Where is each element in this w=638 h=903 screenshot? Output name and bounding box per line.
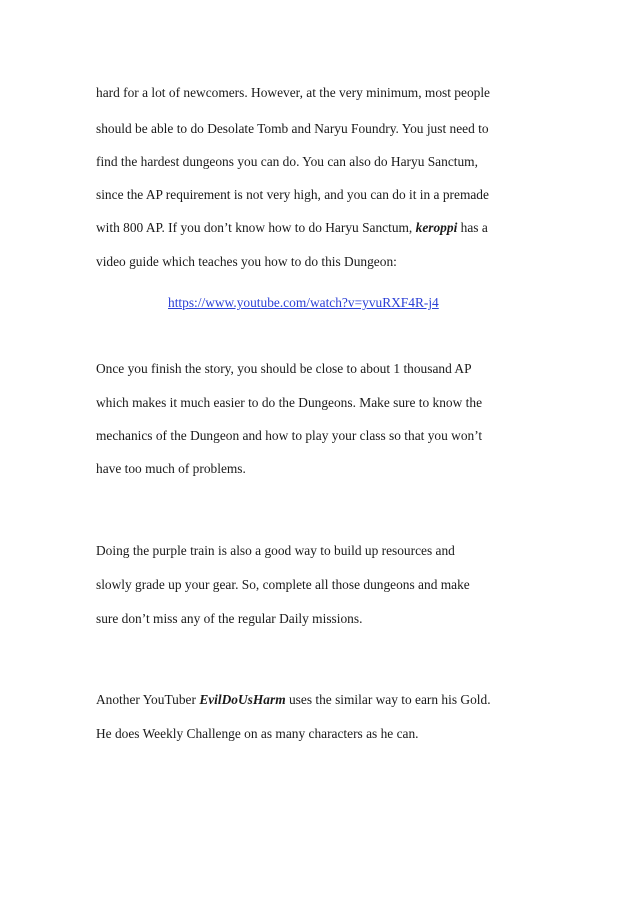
paragraph-1-line-1: hard for a lot of newcomers. However, at the very minimum, most people (96, 85, 491, 100)
paragraph-4-line-1 (96, 692, 491, 708)
paragraph-3-line-1: Doing the purple train is also a good way to build up resources and (96, 543, 455, 558)
paragraph-1-line-5-before: with 800 AP. If you don’t know how to do Haryu Sanctum, (96, 220, 416, 235)
author-name-evildousharm: EvilDoUsHarm (199, 692, 286, 707)
paragraph-2-line-2: which makes it much easier to do the Dungeons. Make sure to know the (96, 395, 483, 410)
paragraph-3-line-2: slowly grade up your gear. So, complete all those dungeons and make (96, 577, 470, 592)
paragraph-1-line-3: find the hardest dungeons you can do. You can also do Haryu Sanctum, (96, 154, 478, 169)
paragraph-2-line-3: mechanics of the Dungeon and how to play your class so that you won’t (96, 428, 483, 443)
author-name-keroppi: keroppi (415, 220, 458, 235)
paragraph-2-line-4: have too much of problems. (96, 461, 246, 476)
youtube-video-link[interactable]: https://www.youtube.com/watch?v=yvuRXF4R-j4 (168, 295, 439, 310)
paragraph-2-line-1: Once you finish the story, you should be close to about 1 thousand AP (96, 361, 472, 376)
paragraph-1-line-5 (96, 220, 488, 236)
paragraph-4-line-2: He does Weekly Challenge on as many characters as he can. (96, 726, 419, 741)
paragraph-1-line-5-after: has a (457, 220, 488, 235)
paragraph-1-line-4: since the AP requirement is not very high, and you can do it in a premade (96, 187, 489, 202)
paragraph-4-line-1-before: Another YouTuber (96, 692, 200, 707)
paragraph-1-line-2: should be able to do Desolate Tomb and Naryu Foundry. You just need to (96, 121, 489, 136)
paragraph-3-line-3: sure don’t miss any of the regular Daily missions. (96, 611, 363, 626)
paragraph-4-line-1-after: uses the similar way to earn his Gold. (285, 692, 491, 707)
paragraph-1-line-6: video guide which teaches you how to do this Dungeon: (96, 254, 397, 269)
